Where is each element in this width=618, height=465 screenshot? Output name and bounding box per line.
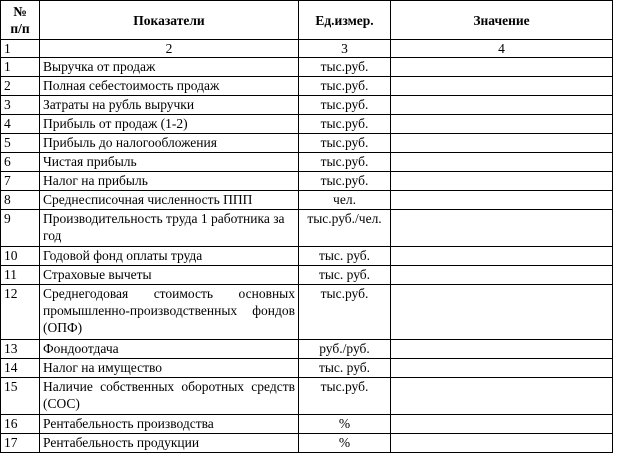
row-unit: тыс. руб. <box>299 247 391 266</box>
row-indicator: Полная себестоимость продаж <box>40 77 299 96</box>
column-index-cell: 1 <box>1 40 40 58</box>
row-indicator: Налог на прибыль <box>40 172 299 191</box>
table-row <box>1 191 613 210</box>
header-indicators: Показатели <box>40 1 299 40</box>
row-number: 3 <box>1 96 40 115</box>
row-value <box>391 77 613 96</box>
row-indicator: Выручка от продаж <box>40 58 299 77</box>
header-number-symbol: № <box>13 4 27 19</box>
column-index-cell: 2 <box>40 40 299 58</box>
row-value <box>391 115 613 134</box>
table-row <box>1 210 613 247</box>
table-row <box>1 77 613 96</box>
table-row <box>1 115 613 134</box>
row-value <box>391 266 613 285</box>
row-unit: тыс.руб. <box>299 153 391 172</box>
row-value <box>391 153 613 172</box>
row-unit: тыс.руб. <box>299 134 391 153</box>
table-row <box>1 96 613 115</box>
row-value <box>391 134 613 153</box>
row-indicator: Страховые вычеты <box>40 266 299 285</box>
row-value <box>391 96 613 115</box>
row-indicator: Среднегодовая стоимость основных промышленно-производственных фондов (ОПФ) <box>40 285 299 340</box>
row-value <box>391 285 613 340</box>
table-row <box>1 415 613 434</box>
row-value <box>391 210 613 247</box>
row-unit: тыс.руб. <box>299 96 391 115</box>
row-unit: руб./руб. <box>299 340 391 359</box>
row-indicator: Производительность труда 1 работника за год <box>40 210 299 247</box>
row-unit: тыс.руб. <box>299 172 391 191</box>
row-number: 2 <box>1 77 40 96</box>
row-number: 13 <box>1 340 40 359</box>
row-unit: тыс.руб. <box>299 115 391 134</box>
row-indicator: Налог на имущество <box>40 359 299 378</box>
row-unit: тыс.руб. <box>299 285 391 340</box>
row-indicator: Затраты на рубль выручки <box>40 96 299 115</box>
table-row <box>1 172 613 191</box>
row-number: 12 <box>1 285 40 340</box>
table-row <box>1 285 613 340</box>
row-unit: тыс.руб. <box>299 378 391 415</box>
row-number: 6 <box>1 153 40 172</box>
row-value <box>391 415 613 434</box>
row-value <box>391 434 613 453</box>
row-value <box>391 172 613 191</box>
row-value <box>391 378 613 415</box>
row-number: 14 <box>1 359 40 378</box>
row-indicator: Рентабельность производства <box>40 415 299 434</box>
table-row <box>1 153 613 172</box>
row-unit: тыс.руб./чел. <box>299 210 391 247</box>
header-unit: Ед.измер. <box>299 1 391 40</box>
row-number: 16 <box>1 415 40 434</box>
row-number: 8 <box>1 191 40 210</box>
row-indicator: Наличие собственных оборотных средств (СОС) <box>40 378 299 415</box>
table-row <box>1 134 613 153</box>
row-unit: тыс.руб. <box>299 77 391 96</box>
row-unit: чел. <box>299 191 391 210</box>
row-value <box>391 58 613 77</box>
row-value <box>391 340 613 359</box>
column-index-cell: 4 <box>391 40 613 58</box>
row-indicator: Рентабельность продукции <box>40 434 299 453</box>
row-unit: тыс. руб. <box>299 266 391 285</box>
header-number <box>1 1 40 40</box>
row-unit: тыс. руб. <box>299 359 391 378</box>
table-row <box>1 434 613 453</box>
table-row <box>1 359 613 378</box>
row-number: 11 <box>1 266 40 285</box>
row-indicator: Чистая прибыль <box>40 153 299 172</box>
row-number: 15 <box>1 378 40 415</box>
row-number: 17 <box>1 434 40 453</box>
row-number: 9 <box>1 210 40 247</box>
row-number: 7 <box>1 172 40 191</box>
row-indicator: Годовой фонд оплаты труда <box>40 247 299 266</box>
table-row <box>1 378 613 415</box>
table-row <box>1 58 613 77</box>
row-value <box>391 247 613 266</box>
row-value <box>391 191 613 210</box>
column-index-cell: 3 <box>299 40 391 58</box>
row-unit: тыс.руб. <box>299 58 391 77</box>
row-value <box>391 359 613 378</box>
header-row <box>1 1 613 40</box>
row-indicator: Среднесписочная численность ППП <box>40 191 299 210</box>
row-unit: % <box>299 434 391 453</box>
row-number: 1 <box>1 58 40 77</box>
header-value: Значение <box>391 1 613 40</box>
row-indicator: Прибыль до налогообложения <box>40 134 299 153</box>
column-index-row <box>1 40 613 58</box>
row-number: 4 <box>1 115 40 134</box>
row-number: 5 <box>1 134 40 153</box>
row-indicator: Прибыль от продаж (1-2) <box>40 115 299 134</box>
table-row <box>1 247 613 266</box>
row-number: 10 <box>1 247 40 266</box>
header-number-abbr: п/п <box>10 21 30 36</box>
table-row <box>1 340 613 359</box>
row-unit: % <box>299 415 391 434</box>
row-indicator: Фондоотдача <box>40 340 299 359</box>
table-row <box>1 266 613 285</box>
